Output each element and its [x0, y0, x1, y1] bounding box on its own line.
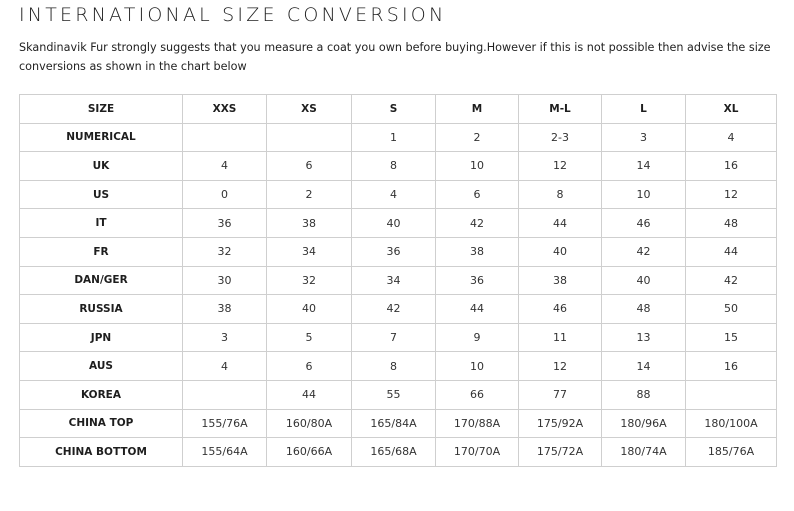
- column-header: S: [352, 95, 436, 124]
- table-row: [20, 380, 777, 409]
- table-cell: 30: [183, 266, 267, 295]
- row-label: RUSSIA: [20, 295, 183, 324]
- column-header: M-L: [519, 95, 602, 124]
- table-cell: 175/72A: [519, 438, 602, 467]
- row-label: IT: [20, 209, 183, 238]
- table-cell: 10: [602, 180, 686, 209]
- table-cell: 8: [352, 152, 436, 181]
- row-label: CHINA TOP: [20, 409, 183, 438]
- table-cell: 38: [519, 266, 602, 295]
- table-cell: 170/70A: [436, 438, 519, 467]
- table-cell: 9: [436, 323, 519, 352]
- table-cell: 180/96A: [602, 409, 686, 438]
- table-cell: 36: [352, 237, 436, 266]
- row-label: AUS: [20, 352, 183, 381]
- row-label: KOREA: [20, 380, 183, 409]
- table-cell: 13: [602, 323, 686, 352]
- table-cell: 36: [183, 209, 267, 238]
- table-cell: 160/80A: [267, 409, 352, 438]
- table-cell: 38: [183, 295, 267, 324]
- table-cell: 165/68A: [352, 438, 436, 467]
- page-title: INTERNATIONAL SIZE CONVERSION: [19, 4, 447, 26]
- table-cell: 155/76A: [183, 409, 267, 438]
- table-row: [20, 409, 777, 438]
- table-row: [20, 295, 777, 324]
- table-cell: 38: [267, 209, 352, 238]
- table-row: [20, 180, 777, 209]
- table-cell: 44: [436, 295, 519, 324]
- table-cell: 16: [686, 152, 777, 181]
- row-label: CHINA BOTTOM: [20, 438, 183, 467]
- table-body: [20, 123, 777, 466]
- table-cell: 6: [267, 152, 352, 181]
- table-row: [20, 323, 777, 352]
- table-cell: 155/64A: [183, 438, 267, 467]
- table-cell: 7: [352, 323, 436, 352]
- table-row: [20, 152, 777, 181]
- column-header: XXS: [183, 95, 267, 124]
- table-cell: 14: [602, 352, 686, 381]
- row-label: NUMERICAL: [20, 123, 183, 152]
- row-label: UK: [20, 152, 183, 181]
- table-cell: 40: [602, 266, 686, 295]
- table-cell: 185/76A: [686, 438, 777, 467]
- table-cell: 12: [519, 152, 602, 181]
- table-cell: 2: [267, 180, 352, 209]
- table-cell: 32: [267, 266, 352, 295]
- column-header: M: [436, 95, 519, 124]
- table-cell: 180/100A: [686, 409, 777, 438]
- table-cell: 12: [686, 180, 777, 209]
- table-cell: 48: [602, 295, 686, 324]
- table-cell: 32: [183, 237, 267, 266]
- table-cell: 55: [352, 380, 436, 409]
- table-cell: 1: [352, 123, 436, 152]
- table-cell: [267, 123, 352, 152]
- table-row: [20, 438, 777, 467]
- intro-text: Skandinavik Fur strongly suggests that you measure a coat you own before buying.However if this is not possible then advise the size conversions as shown in the chart below: [19, 41, 771, 73]
- table-cell: 50: [686, 295, 777, 324]
- table-cell: 8: [352, 352, 436, 381]
- table-cell: 165/84A: [352, 409, 436, 438]
- table-cell: [183, 380, 267, 409]
- table-cell: 12: [519, 352, 602, 381]
- table-cell: 44: [267, 380, 352, 409]
- table-cell: 160/66A: [267, 438, 352, 467]
- table-cell: 8: [519, 180, 602, 209]
- table-cell: 42: [352, 295, 436, 324]
- table-cell: 11: [519, 323, 602, 352]
- row-label: JPN: [20, 323, 183, 352]
- table-cell: 4: [183, 352, 267, 381]
- table-cell: 14: [602, 152, 686, 181]
- table-cell: 42: [686, 266, 777, 295]
- table-cell: 16: [686, 352, 777, 381]
- table-cell: 40: [352, 209, 436, 238]
- row-label: DAN/GER: [20, 266, 183, 295]
- column-header: L: [602, 95, 686, 124]
- table-cell: 46: [602, 209, 686, 238]
- size-conversion-table: [19, 94, 777, 467]
- column-header: XL: [686, 95, 777, 124]
- table-cell: 42: [602, 237, 686, 266]
- table-row: [20, 209, 777, 238]
- table-cell: 4: [686, 123, 777, 152]
- table-cell: 36: [436, 266, 519, 295]
- table-cell: 4: [352, 180, 436, 209]
- table-cell: 6: [267, 352, 352, 381]
- table-cell: 46: [519, 295, 602, 324]
- table-cell: 2-3: [519, 123, 602, 152]
- table-cell: [183, 123, 267, 152]
- table-cell: 170/88A: [436, 409, 519, 438]
- table-cell: 44: [519, 209, 602, 238]
- table-cell: 0: [183, 180, 267, 209]
- row-label: FR: [20, 237, 183, 266]
- table-cell: 40: [519, 237, 602, 266]
- table-header-row: [20, 95, 777, 124]
- table-cell: 6: [436, 180, 519, 209]
- table-cell: 40: [267, 295, 352, 324]
- column-header: SIZE: [20, 95, 183, 124]
- table-cell: 42: [436, 209, 519, 238]
- table-cell: 5: [267, 323, 352, 352]
- table-cell: 34: [352, 266, 436, 295]
- table-row: [20, 123, 777, 152]
- table-cell: 10: [436, 152, 519, 181]
- table-cell: 175/92A: [519, 409, 602, 438]
- table-cell: 180/74A: [602, 438, 686, 467]
- table-cell: 4: [183, 152, 267, 181]
- table-cell: 66: [436, 380, 519, 409]
- table-cell: 15: [686, 323, 777, 352]
- table-cell: 3: [602, 123, 686, 152]
- table-cell: [686, 380, 777, 409]
- table-cell: 38: [436, 237, 519, 266]
- table-row: [20, 352, 777, 381]
- table-cell: 10: [436, 352, 519, 381]
- table-cell: 77: [519, 380, 602, 409]
- column-header: XS: [267, 95, 352, 124]
- table-cell: 3: [183, 323, 267, 352]
- table-cell: 2: [436, 123, 519, 152]
- table-cell: 44: [686, 237, 777, 266]
- row-label: US: [20, 180, 183, 209]
- table-cell: 48: [686, 209, 777, 238]
- table-cell: 88: [602, 380, 686, 409]
- table-row: [20, 266, 777, 295]
- table-cell: 34: [267, 237, 352, 266]
- table-row: [20, 237, 777, 266]
